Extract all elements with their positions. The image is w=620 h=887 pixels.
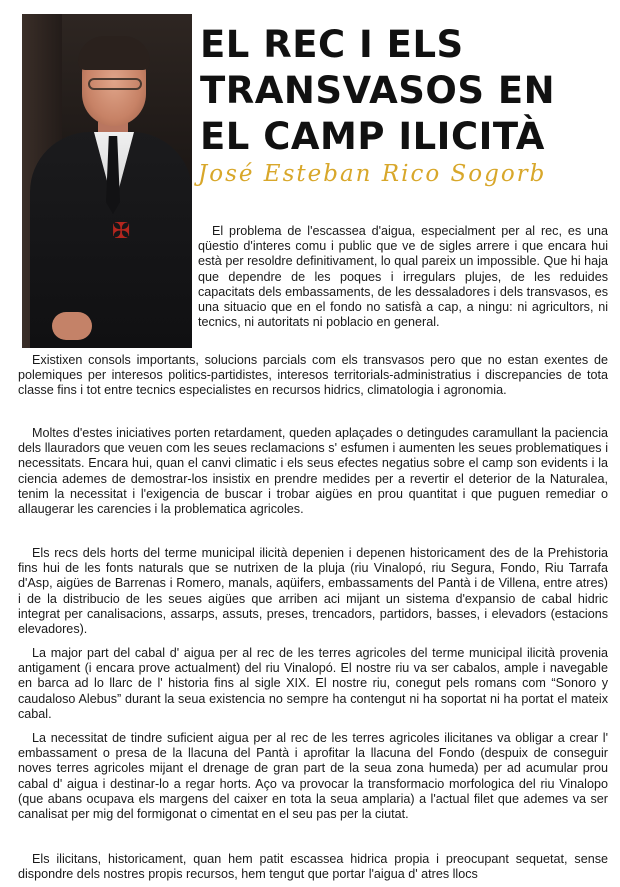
paragraph-7: Els ilicitans, historicament, quan hem patit escassea hidrica propia i preocupant sequetat, sense dispondre dels nostres propis recursos, hem tengut que portar l'aigua d' atres llocs bbox=[18, 852, 608, 882]
article-title: EL REC I ELS TRANSVASOS EN EL CAMP ILICITÀ bbox=[200, 23, 556, 158]
paragraph-4: Els recs dels horts del terme municipal ilicità depenien i depenen historicament des de la Prehistoria fins hui de les fonts naturals que se nutrixen de la pluja (riu Vinalopó, riu Segura, Fondo, Riu Tarrafa d'Asp, aigües de Barrenas i Romero, manals, aqüifers, embassaments del Pantà i de Villena, entre atres) i de la distribucio de les seues aigües que arriben aci mijant un sistema d'expansio de cabal hidric integrat per canalisacions, assarps, assuts, preses, trencadors, partidors, basses, i elevadors (estacions elevadores). bbox=[18, 546, 608, 637]
red-cross-badge-icon: ✠ bbox=[112, 219, 131, 244]
paragraph-6: La necessitat de tindre suficient aigua per al rec de les terres agricoles ilicitanes va obligar a crear l' embassament o presa de la llacuna del Pantà i aprofitar la llacuna del Fondo (despuix de conseguir noves terres agricoles mijant el drenage de gran part de la seua zona humeda) per ad acumular prou cabal d' aigua i destinar-lo a regar horts. Aço va provocar la transformacio morfologica del riu Vinalopo (que abans ocupava els margens del caixer en tota la seua amplaria) a l'actual filet que ademes va ser canalisat per mig del formigonat o cimentat en el seu pas per la ciutat. bbox=[18, 731, 608, 822]
paragraph-3: Moltes d'estes iniciatives porten retardament, queden aplaçades o detingudes caramullant la paciencia dels llauradors que veuen com les seues reclamacions s' esfumen i aumenten les seues problematiques i necessitats. Encara hui, quan el canvi climatic i els seus efectes negatius sobre el camp son evidents i la ciencia ademes de demostrar-los insistix en prendre medides per a revertir el deterior de la Naturalea, tenim la necessitat i l'exigencia de buscar i trobar aigües en prou quantitat i que puguen remediar o allaugerar les carencies i la problematica agricoles. bbox=[18, 426, 608, 517]
paragraph-1: El problema de l'escassea d'aigua, especialment per al rec, es una qüestio d'interes comu i public que ve de sigles arrere i que encara hui està per resoldre definitivament, lo qual pareix un impossible. Que hi haja que dependre de les poques i irregulars plujes, de les reduides capacitats dels embassaments, de les dessaladores i dels transvasos, es una situacio que en el fondo no satisfà a cap, a ningu: ni agricultors, ni tecnics, ni autoritats ni poblacio en general. bbox=[198, 224, 608, 330]
author-photo bbox=[22, 14, 192, 348]
article-author: José Esteban Rico Sogorb bbox=[198, 161, 547, 187]
paragraph-2: Existixen consols importants, solucions parcials com els transvasos pero que no estan exentes de polemiques per interesos politics-partidistes, interesos territorials-administratius i discrepancies de tota classe fins i tot entre tecnics especialistes en recursos hidrics, climatologia i agronomia. bbox=[18, 353, 608, 398]
paragraph-5: La major part del cabal d' aigua per al rec de les terres agricoles del terme municipal ilicità provenia antigament (i encara prove actualment) del riu Vinalopó. El nostre riu va ser cabalos, ample i navegable en barca ad lo llarc de l' historia fins al sigle XIX. El nostre riu, conegut pels romans com “Sonoro y caudaloso Alebus” durant la seua existencia no sempre ha contengut ni ha soportat ni ha portat el mateix cabal. bbox=[18, 646, 608, 721]
